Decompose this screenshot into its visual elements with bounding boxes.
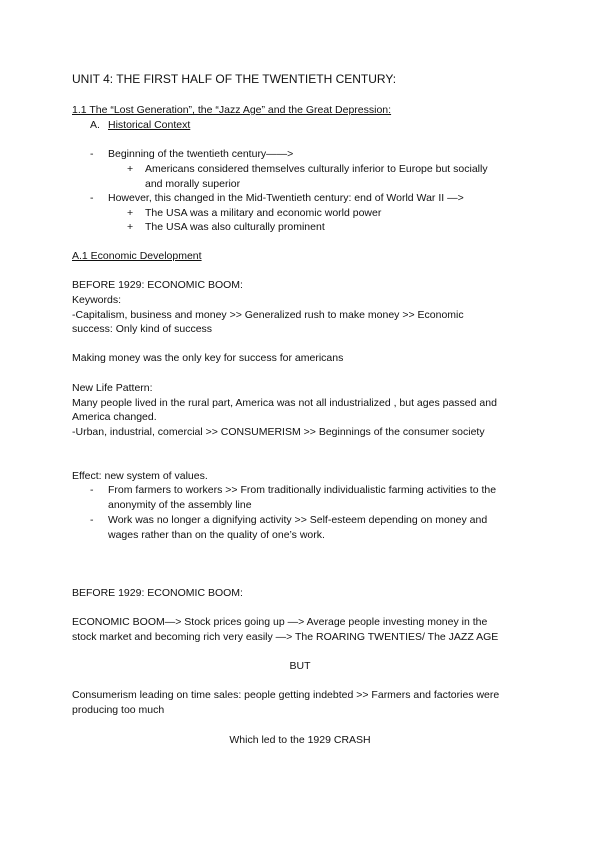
section-heading-a1: A.1 Economic Development (72, 250, 202, 262)
bullet-marker: - (90, 484, 94, 496)
sub-bullet-text: and morally superior (145, 178, 241, 190)
keywords-label: Keywords: (72, 294, 122, 306)
effect-label: Effect: new system of values. (72, 470, 208, 482)
centered-text: BUT (289, 660, 311, 672)
section-heading-1-1: 1.1 The “Lost Generation”, the “Jazz Age” and the Great Depression: (72, 104, 392, 116)
paragraph-heading: BEFORE 1929: ECONOMIC BOOM: (72, 587, 243, 599)
paragraph-line: stock market and becoming rich very easily —> The ROARING TWENTIES/ The JAZZ AGE (72, 631, 499, 643)
subsection-heading: Historical Context (108, 119, 191, 131)
paragraph-line: Many people lived in the rural part, America was not all industrialized , but ages passed and (72, 397, 497, 409)
new-life-label: New Life Pattern: (72, 382, 153, 394)
bullet-marker: - (90, 192, 94, 204)
bullet-text: However, this changed in the Mid-Twentieth century: end of World War II —> (108, 192, 464, 204)
sub-bullet-text: The USA was a military and economic world power (145, 207, 382, 219)
sub-bullet-marker: + (127, 221, 134, 233)
sub-bullet-text: Americans considered themselves culturally inferior to Europe but socially (145, 163, 488, 175)
paragraph-line: -Capitalism, business and money >> Generalized rush to make money >> Economic (72, 309, 464, 321)
paragraph-line: producing too much (72, 704, 165, 716)
sub-bullet-marker: + (127, 207, 134, 219)
page-title: UNIT 4: THE FIRST HALF OF THE TWENTIETH CENTURY: (72, 72, 397, 86)
subsection-marker: A. (90, 119, 100, 131)
paragraph-line: Making money was the only key for success for americans (72, 352, 344, 364)
bullet-marker: - (90, 514, 94, 526)
sub-bullet-marker: + (127, 163, 134, 175)
paragraph-line: ECONOMIC BOOM—> Stock prices going up —> Average people investing money in the (72, 616, 488, 628)
paragraph-line: success: Only kind of success (72, 323, 213, 335)
bullet-text: From farmers to workers >> From traditionally individualistic farming activities to the (108, 484, 497, 496)
bullet-marker: - (90, 148, 94, 160)
bullet-text: Work was no longer a dignifying activity >> Self-esteem depending on money and (108, 514, 488, 526)
paragraph-line: -Urban, industrial, comercial >> CONSUMERISM >> Beginnings of the consumer society (72, 426, 485, 438)
bullet-text: wages rather than on the quality of one’s work. (108, 529, 325, 541)
bullet-text: anonymity of the assembly line (108, 499, 252, 511)
bullet-text: Beginning of the twentieth century——> (108, 148, 294, 160)
sub-bullet-text: The USA was also culturally prominent (145, 221, 325, 233)
paragraph-line: Consumerism leading on time sales: people getting indebted >> Farmers and factories were (72, 689, 500, 701)
paragraph-heading: BEFORE 1929: ECONOMIC BOOM: (72, 279, 243, 291)
centered-text: Which led to the 1929 CRASH (229, 734, 371, 746)
paragraph-line: America changed. (72, 411, 157, 423)
